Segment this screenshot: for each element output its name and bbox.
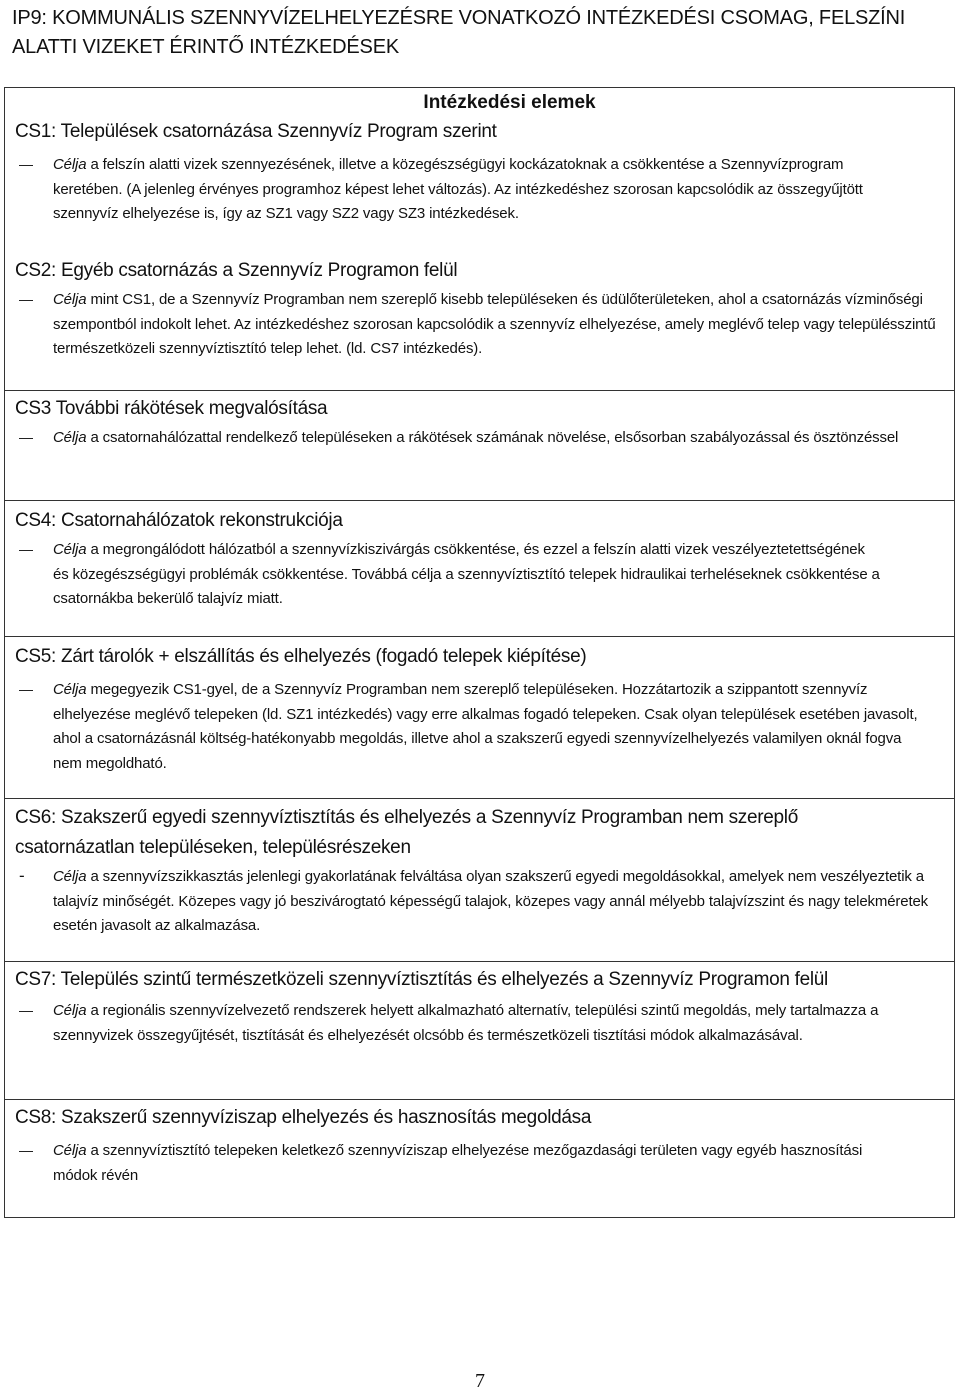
lead-word: Célja [53, 541, 87, 558]
section-body [53, 999, 913, 1048]
lead-word: Célja [53, 681, 87, 698]
lead-word: Célja [53, 868, 87, 885]
lead-word: Célja [53, 1002, 87, 1019]
section-title: CS3 További rákötések megvalósítása [15, 398, 328, 419]
section-title: CS2: Egyéb csatornázás a Szennyvíz Programon felül [15, 260, 458, 281]
section-cs4 [5, 500, 954, 637]
section-body [53, 288, 943, 362]
section-title: CS6: Szakszerű egyedi szennyvíztisztítás és elhelyezés a Szennyvíz Programban nem szereplő csatornázatlan településeken, településrészeken [15, 807, 798, 858]
section-cs8 [5, 1099, 954, 1218]
body-text: a szennyvíztisztító telepeken keletkező szennyvíziszap elhelyezése mezőgazdasági területen vagy egyéb hasznosítási módok révén [53, 1142, 863, 1184]
body-text: a szennyvízszikkasztás jelenlegi gyakorlatának felváltása olyan szakszerű egyedi megoldásokkal, amelyek nem veszélyeztetik a talajvíz minőségét. Közepes vagy jó beszivárogtató képességű talajok, közepes vagy annál mélyebb talajvízszint és nagy telekméretek esetén javasolt az alkalmazása. [53, 868, 929, 934]
section-title: CS7: Település szintű természetközeli szennyvíztisztítás és elhelyezés a Szennyvíz Programon felül [15, 969, 828, 990]
section-body [53, 538, 883, 612]
section-cs2 [5, 255, 954, 390]
section-title: CS4: Csatornahálózatok rekonstrukciója [15, 510, 343, 531]
section-body [53, 153, 913, 227]
body-text: a csatornahálózattal rendelkező településeken a rákötések számának növelése, elsősorban szabályozással és ösztönzéssel [86, 429, 899, 446]
document-title: IP9: KOMMUNÁLIS SZENNYVÍZELHELYEZÉSRE VONATKOZÓ INTÉZKEDÉSI CSOMAG, FELSZÍNI ALATTI VIZEKET ÉRINTŐ INTÉZKEDÉSEK [12, 7, 906, 58]
section-title: CS8: Szakszerű szennyvíziszap elhelyezés és hasznosítás megoldása [15, 1107, 592, 1128]
section-cs5 [5, 636, 954, 799]
lead-word: Célja [53, 291, 87, 308]
page-number: 7 [475, 1370, 485, 1392]
body-text: megegyezik CS1-gyel, de a Szennyvíz Programban nem szereplő településeken. Hozzátartozik a szippantott szennyvíz elhelyezése meglévő telepeken (ld. SZ1 intézkedés) vagy erre alkalmas fogadó telepeken. Csak olyan települések esetében javasolt, ahol a csatornázásnál költség-hatékonyabb megoldás, illetve ahol a szakszerű egyedi szennyvízelhelyezés valamilyen oknál fogva nem megoldható. [53, 681, 918, 772]
section-cs1 [5, 114, 954, 262]
measures-box [4, 87, 955, 1218]
hyphen-bullet: - [19, 866, 25, 885]
section-cs7 [5, 961, 954, 1100]
body-text: a regionális szennyvízelvezető rendszerek helyett alkalmazható alternatív, települési szintű megoldás, mely tartalmazza a szennyvizek összegyűjtését, tisztítását és elhelyezését olcsóbb és természetközeli tisztítási módok alkalmazásával. [53, 1002, 879, 1044]
lead-word: Célja [53, 156, 87, 173]
section-body [53, 1139, 893, 1188]
section-cs3 [5, 390, 954, 501]
body-text: a megrongálódott hálózatból a szennyvízkiszivárgás csökkentése, és ezzel a felszín alatti vizek veszélyeztetettségének és közegészségügyi problémák csökkentése. Továbbá célja a szennyvíztisztító telepek hidraulikai terheléseknek csökkentése a csatornákba bekerülő talajvíz miatt. [53, 541, 880, 607]
section-title: CS1: Települések csatornázása Szennyvíz Program szerint [15, 121, 497, 142]
section-title: CS5: Zárt tárolók + elszállítás és elhelyezés (fogadó telepek kiépítése) [15, 646, 587, 667]
section-body [53, 678, 923, 776]
lead-word: Célja [53, 1142, 87, 1159]
body-text: a felszín alatti vizek szennyezésének, illetve a közegészségügyi kockázatoknak a csökkentése a Szennyvízprogram keretében. (A jelenleg érvényes programhoz képest lehet változás). Az intézkedéshez szorosan kapcsolódik az összegyűjtött szennyvíz elhelyezése is, így az SZ1 vagy SZ2 vagy SZ3 intézkedések. [53, 156, 863, 222]
lead-word: Célja [53, 429, 87, 446]
box-heading: Intézkedési elemek [423, 92, 596, 113]
section-body [53, 865, 933, 939]
body-text: mint CS1, de a Szennyvíz Programban nem szereplő kisebb településeken és üdülőterületeken, ahol a csatornázás vízminőségi szempontból indokolt lehet. Az intézkedéshez szorosan kapcsolódik a szennyvíz elhelyezése, amely meglévő telep vagy településszintű természetközeli szennyvíztisztító telep lehet. (ld. CS7 intézkedés). [53, 291, 936, 357]
section-cs6 [5, 798, 954, 962]
section-body [53, 426, 933, 451]
